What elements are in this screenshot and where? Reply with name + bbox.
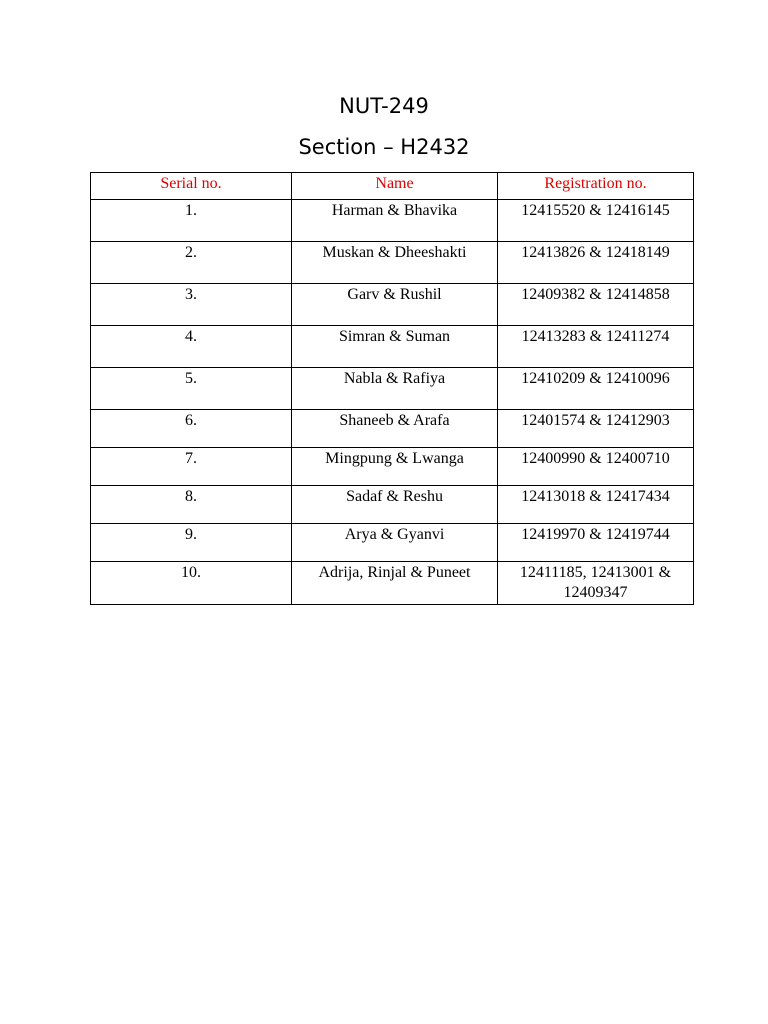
section-title: Section – H2432 (298, 135, 470, 159)
table-row (91, 284, 694, 326)
cell-name: Harman & Bhavika (292, 200, 498, 242)
cell-name: Arya & Gyanvi (292, 524, 498, 562)
cell-serial: 4. (91, 326, 292, 368)
cell-registration: 12400990 & 12400710 (498, 448, 694, 486)
cell-serial: 8. (91, 486, 292, 524)
cell-name: Shaneeb & Arafa (292, 410, 498, 448)
cell-name: Nabla & Rafiya (292, 368, 498, 410)
table-row (91, 410, 694, 448)
cell-registration: 12415520 & 12416145 (498, 200, 694, 242)
table-row (91, 368, 694, 410)
cell-registration: 12409382 & 12414858 (498, 284, 694, 326)
cell-name: Simran & Suman (292, 326, 498, 368)
table-row (91, 524, 694, 562)
cell-serial: 3. (91, 284, 292, 326)
table-header-row (91, 173, 694, 200)
group-roster-table (90, 172, 694, 605)
cell-registration: 12410209 & 12410096 (498, 368, 694, 410)
table-row (91, 448, 694, 486)
table-row (91, 326, 694, 368)
table-row (91, 562, 694, 605)
table-row (91, 486, 694, 524)
cell-name: Garv & Rushil (292, 284, 498, 326)
table-row (91, 242, 694, 284)
cell-name: Adrija, Rinjal & Puneet (292, 562, 498, 605)
cell-name: Sadaf & Reshu (292, 486, 498, 524)
column-header-serial: Serial no. (91, 173, 292, 200)
column-header-registration: Registration no. (498, 173, 694, 200)
cell-serial: 1. (91, 200, 292, 242)
course-code-title: NUT-249 (339, 94, 429, 118)
cell-serial: 7. (91, 448, 292, 486)
cell-registration: 12413018 & 12417434 (498, 486, 694, 524)
cell-serial: 10. (91, 562, 292, 605)
cell-serial: 2. (91, 242, 292, 284)
cell-registration: 12401574 & 12412903 (498, 410, 694, 448)
cell-registration: 12419970 & 12419744 (498, 524, 694, 562)
cell-registration: 12411185, 12413001 & 12409347 (498, 562, 694, 605)
column-header-name: Name (292, 173, 498, 200)
cell-name: Muskan & Dheeshakti (292, 242, 498, 284)
cell-registration: 12413826 & 12418149 (498, 242, 694, 284)
cell-serial: 5. (91, 368, 292, 410)
cell-serial: 6. (91, 410, 292, 448)
table-row (91, 200, 694, 242)
cell-serial: 9. (91, 524, 292, 562)
cell-registration: 12413283 & 12411274 (498, 326, 694, 368)
cell-name: Mingpung & Lwanga (292, 448, 498, 486)
